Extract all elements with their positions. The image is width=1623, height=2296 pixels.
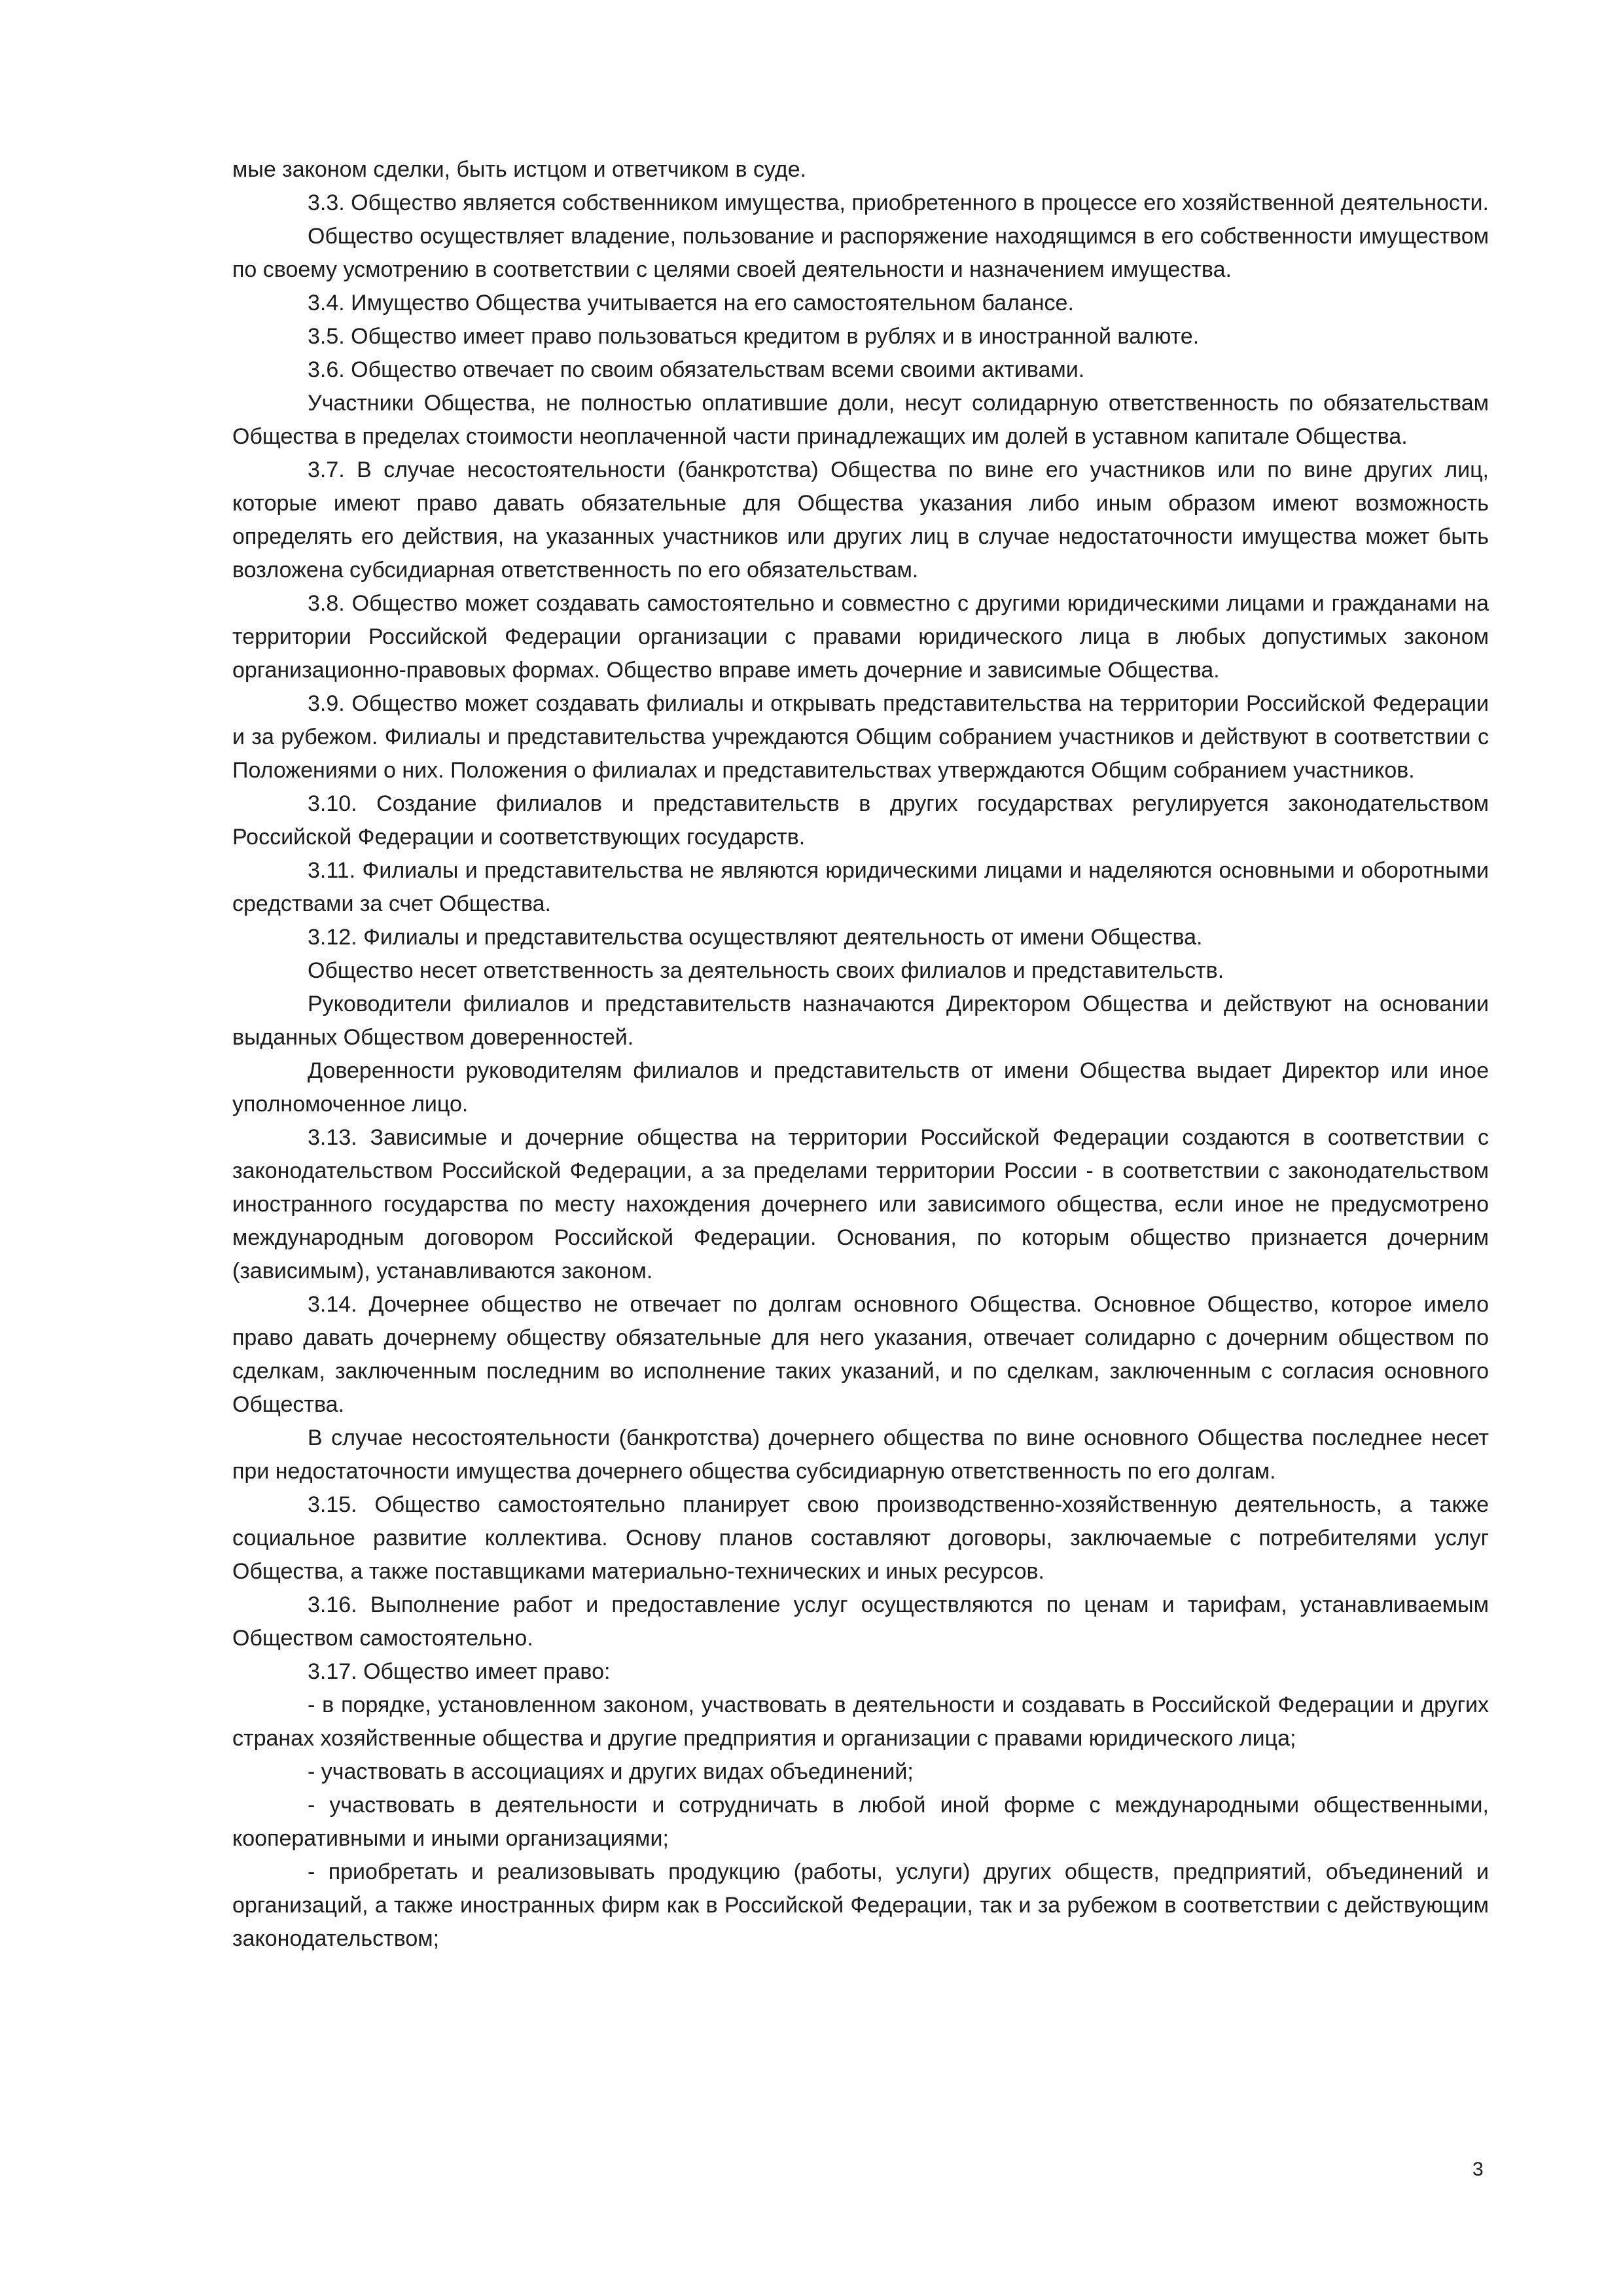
paragraph: Доверенности руководителям филиалов и представительств от имени Общества выдает Директор или иное уполномоченное лицо. <box>232 1058 1489 1117</box>
paragraph: 3.11. Филиалы и представительства не являются юридическими лицами и наделяются основными и оборотными средствами за счет Общества. <box>232 858 1489 916</box>
paragraph: Участники Общества, не полностью оплатившие доли, несут солидарную ответственность по обязательствам Общества в пределах стоимости неоплаченной части принадлежащих им долей в уставном капитале Общества. <box>232 391 1489 449</box>
paragraph: 3.7. В случае несостоятельности (банкротства) Общества по вине его участников или по вине других лиц, которые имеют право давать обязательные для Общества указания либо иным образом имеют возможность определять его действия, на указанных участников или других лиц в случае недостаточности имущества может быть возложена субсидиарная ответственность по его обязательствам. <box>232 457 1489 583</box>
list-item: - приобретать и реализовывать продукцию (работы, услуги) других обществ, предприятий, объединений и организаций, а также иностранных фирм как в Российской Федерации, так и за рубежом в соответствии с действующим законодательством; <box>232 1859 1489 1951</box>
paragraph: мые законом сделки, быть истцом и ответчиком в суде. <box>232 157 807 182</box>
paragraph: Общество осуществляет владение, пользование и распоряжение находящимся в его собственности имуществом по своему усмотрению в соответствии с целями своей деятельности и назначением имущества. <box>232 224 1489 282</box>
paragraph: 3.6. Общество отвечает по своим обязательствам всеми своими активами. <box>308 357 1085 382</box>
paragraph: В случае несостоятельности (банкротства) дочернего общества по вине основного Общества последнее несет при недостаточности имущества дочернего общества субсидиарную ответственность по его долгам. <box>232 1426 1489 1484</box>
document-body <box>232 153 1489 1956</box>
list-item: - участвовать в деятельности и сотрудничать в любой иной форме с международными общественными, кооперативными и иными организациями; <box>232 1793 1489 1851</box>
paragraph: 3.12. Филиалы и представительства осуществляют деятельность от имени Общества. <box>308 925 1203 950</box>
list-item: - участвовать в ассоциациях и других видах объединений; <box>308 1759 914 1784</box>
paragraph: 3.15. Общество самостоятельно планирует свою производственно-хозяйственную деятельность, а также социальное развитие коллектива. Основу планов составляют договоры, заключаемые с потребителями услуг Общества, а также поставщиками материально-технических и иных ресурсов. <box>232 1492 1489 1584</box>
paragraph: 3.13. Зависимые и дочерние общества на территории Российской Федерации создаются в соответствии с законодательством Российской Федерации, а за пределами территории России - в соответствии с законодательством иностранного государства по месту нахождения дочернего или зависимого общества, если иное не предусмотрено международным договором Российской Федерации. Основания, по которым общество признается дочерним (зависимым), устанавливаются законом. <box>232 1125 1489 1283</box>
paragraph: 3.3. Общество является собственником имущества, приобретенного в процессе его хозяйственной деятельности. <box>308 190 1489 215</box>
paragraph: 3.17. Общество имеет право: <box>308 1659 611 1684</box>
paragraph: 3.5. Общество имеет право пользоваться кредитом в рублях и в иностранной валюте. <box>308 324 1200 349</box>
paragraph: 3.16. Выполнение работ и предоставление услуг осуществляются по ценам и тарифам, устанавливаемым Обществом самостоятельно. <box>232 1592 1489 1651</box>
paragraph: 3.9. Общество может создавать филиалы и открывать представительства на территории Российской Федерации и за рубежом. Филиалы и представительства учреждаются Общим собранием участников и действуют в соответствии с Положениями о них. Положения о филиалах и представительствах утверждаются Общим собранием участников. <box>232 691 1489 783</box>
list-item: - в порядке, установленном законом, участвовать в деятельности и создавать в Российской Федерации и других странах хозяйственные общества и другие предприятия и организации с правами юридического лица; <box>232 1693 1489 1751</box>
page-number: 3 <box>1472 2159 1484 2180</box>
paragraph: 3.8. Общество может создавать самостоятельно и совместно с другими юридическими лицами и гражданами на территории Российской Федерации организации с правами юридического лица в любых допустимых законом организационно-правовых формах. Общество вправе иметь дочерние и зависимые Общества. <box>232 591 1489 683</box>
paragraph: 3.14. Дочернее общество не отвечает по долгам основного Общества. Основное Общество, которое имело право давать дочернему обществу обязательные для него указания, отвечает солидарно с дочерним обществом по сделкам, заключенным последним во исполнение таких указаний, и по сделкам, заключенным с согласия основного Общества. <box>232 1292 1489 1417</box>
paragraph: Общество несет ответственность за деятельность своих филиалов и представительств. <box>308 958 1224 983</box>
paragraph: 3.10. Создание филиалов и представительств в других государствах регулируется законодательством Российской Федерации и соответствующих государств. <box>232 791 1489 850</box>
paragraph: Руководители филиалов и представительств назначаются Директором Общества и действуют на основании выданных Обществом доверенностей. <box>232 992 1489 1050</box>
paragraph: 3.4. Имущество Общества учитывается на его самостоятельном балансе. <box>308 291 1074 315</box>
